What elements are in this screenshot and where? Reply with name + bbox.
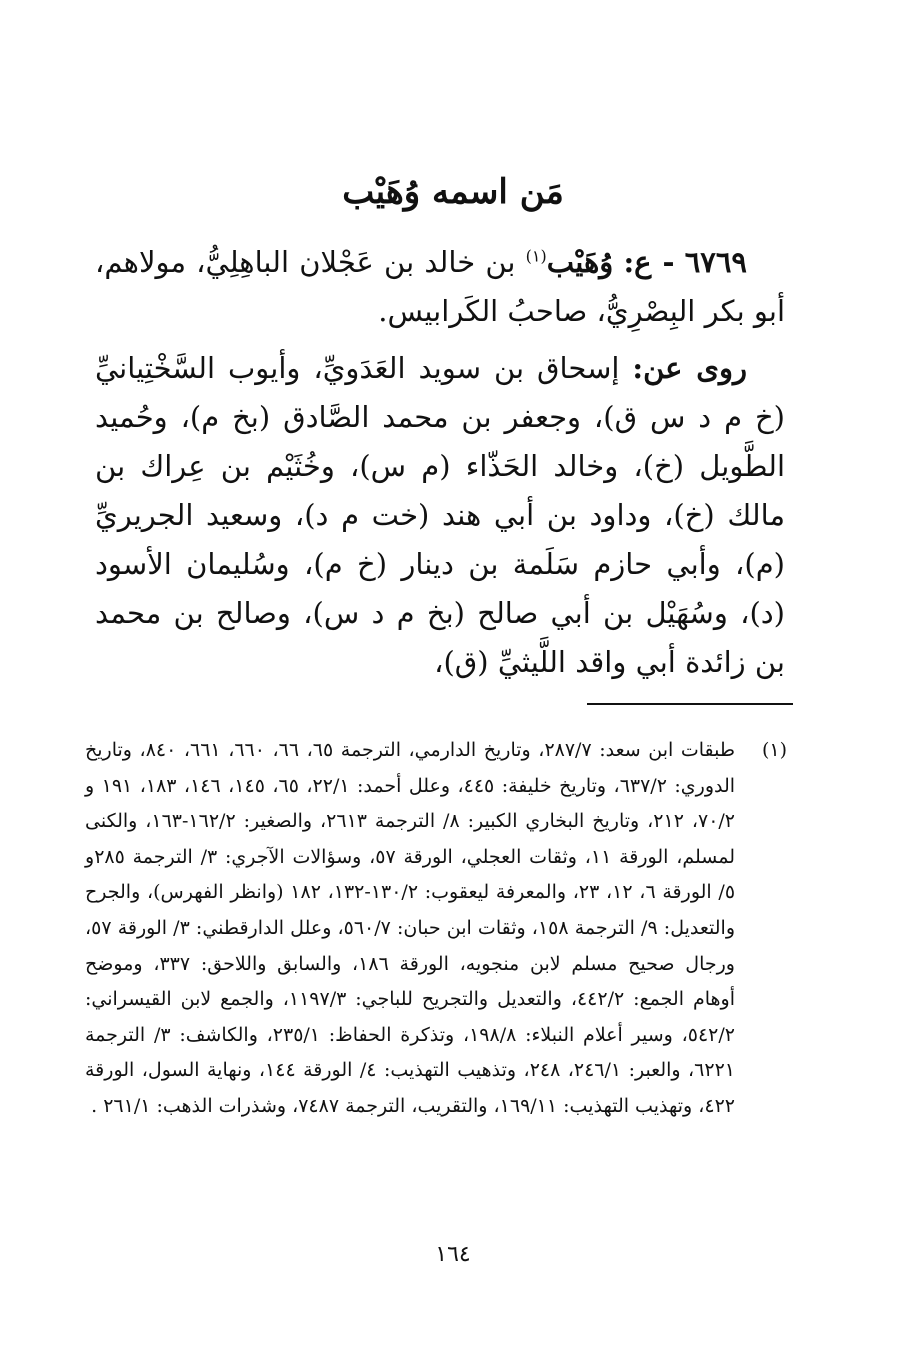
biography-entry bbox=[95, 238, 785, 687]
entry-name: وُهَيْب bbox=[546, 245, 614, 279]
section-title: مَن اسمه وُهَيْب bbox=[342, 172, 564, 212]
footnote-marker: (١) bbox=[525, 246, 547, 266]
entry-number: ٦٧٦٩ bbox=[684, 245, 748, 279]
narration-text: إسحاق بن سويد العَدَويِّ، وأيوب السَّخْتِيانيِّ (خ م د س ق)، وجعفر بن محمد الصَّادق (بخ م)، وحُميد الطَّويل (خ)، وخالد الحَذّاء (م س)، وخُثَيْم بن عِراك بن مالك (خ)، وداود بن أبي هند (خت م د)، وسعيد الجريريِّ (م)، وأبي حازم سَلَمة بن دينار (خ م)، وسُليمان الأسود (د)، وسُهَيْل بن أبي صالح (بخ م د س)، وصالح بن محمد بن زائدة أبي واقد اللَّيثيِّ (ق)، bbox=[95, 351, 785, 679]
narration-lead: روى عن: bbox=[632, 351, 748, 385]
entry-name-rest: بن خالد بن عَجْلان الباهِلِيُّ، مولاهم، أبو بكر البِصْرِيُّ، صاحبُ الكَرابيس. bbox=[95, 245, 785, 328]
entry-symbol: - ع: bbox=[623, 245, 675, 279]
narration-paragraph bbox=[95, 344, 785, 687]
footnote-text: طبقات ابن سعد: ٢٨٧/٧، وتاريخ الدارمي، الترجمة ٦٥، ٦٦، ٦٦٠، ٦٦١، ٨٤٠، وتاريخ الدوري: ٦٣٧/٢، وتاريخ خليفة: ٤٤٥، وعلل أحمد: ٢٢/١، ٦٥، ١٤٥، ١٤٦، ١٨٣، ١٩١ و ٧٠/٢، ٢١٢، وتاريخ البخاري الكبير: ٨/ الترجمة ٢٦١٣، والصغير: ١٦٢/٢-١٦٣، والكنى لمسلم، الورقة ١١، وثقات العجلي، الورقة ٥٧، وسؤالات الآجري: ٣/ الترجمة ٢٨٥و ٥/ الورقة ٦، ١٢، ٢٣، والمعرفة ليعقوب: ١٣٠/٢-١٣٢، ١٨٢ (وانظر الفهرس)، والجرح والتعديل: ٩/ الترجمة ١٥٨، وثقات ابن حبان: ٥٦٠/٧، وعلل الدارقطني: ٣/ الورقة ٥٧، ورجال صحيح مسلم لابن منجويه، الورقة ١٨٦، والسابق واللاحق: ٣٣٧، وموضح أوهام الجمع: ٤٤٢/٢، والتعديل والتجريح للباجي: ١١٩٧/٣، والجمع لابن القيسراني: ٥٤٢/٢، وسير أعلام النبلاء: ١٩٨/٨، وتذكرة الحفاظ: ٢٣٥/١، والكاشف: ٣/ الترجمة ٦٢٢١، والعبر: ٢٤٦/١، ٢٤٨، وتذهيب التهذيب: ٤/ الورقة ١٤٤، ونهاية السول، الورقة ٤٢٢، وتهذيب التهذيب: ١٦٩/١١، والتقريب، الترجمة ٧٤٨٧، وشذرات الذهب: ٢٦١/١ . bbox=[85, 739, 736, 1117]
page-number: ١٦٤ bbox=[435, 1242, 471, 1267]
entry-heading-paragraph bbox=[95, 238, 785, 336]
footnote-divider bbox=[587, 703, 793, 705]
footnote-number: (١) bbox=[761, 739, 787, 761]
footnote bbox=[85, 733, 787, 1125]
